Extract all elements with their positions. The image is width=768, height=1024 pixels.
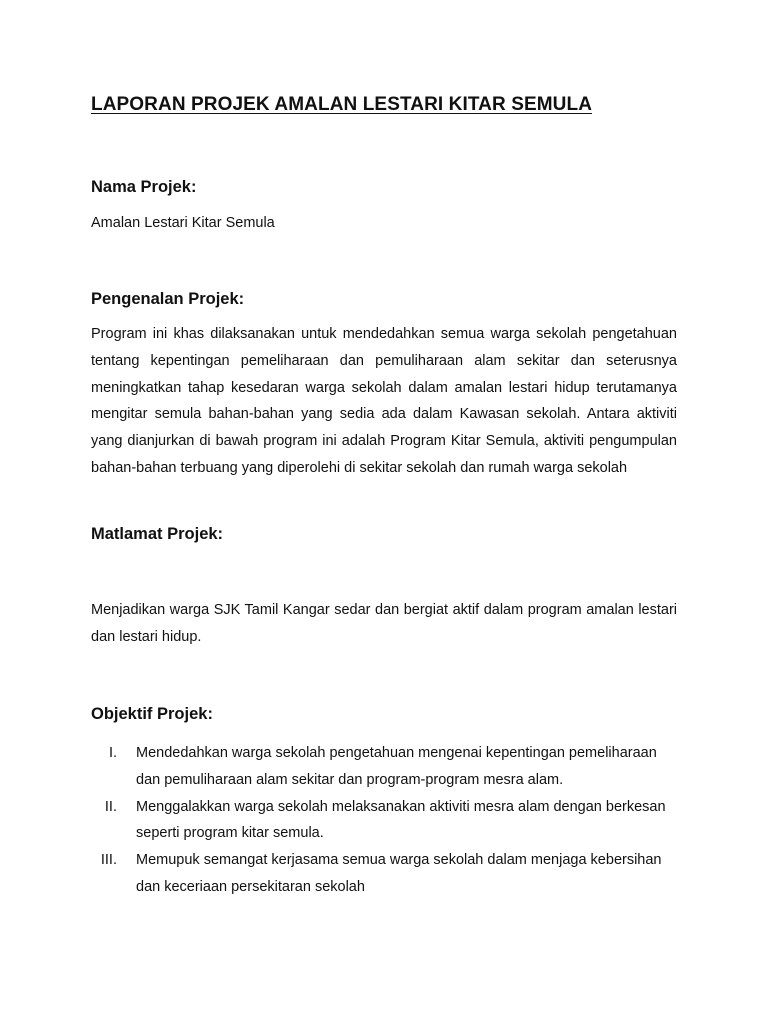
document-title: LAPORAN PROJEK AMALAN LESTARI KITAR SEMULA (91, 94, 593, 115)
nama-projek-value: Amalan Lestari Kitar Semula (91, 215, 275, 231)
objektif-heading: Objektif Projek: (91, 705, 213, 723)
matlamat-heading: Matlamat Projek: (91, 525, 224, 543)
objektif-item (91, 794, 681, 848)
objektif-item-number: III. (100, 852, 117, 869)
objektif-item-number: I. (108, 745, 117, 761)
objektif-list (91, 740, 681, 901)
matlamat-body: Menjadikan warga SJK Tamil Kangar sedar dan bergiat aktif dalam program amalan lestari dan lestari hidup. (91, 602, 677, 645)
objektif-item-text: Mendedahkan warga sekolah pengetahuan mengenai kepentingan pemeliharaan dan pemuliharaan alam sekitar dan program-program mesra alam. (136, 745, 657, 788)
objektif-item (91, 847, 681, 901)
objektif-item-text: Menggalakkan warga sekolah melaksanakan aktiviti mesra alam dengan berkesan seperti program kitar semula. (136, 798, 666, 842)
nama-projek-heading: Nama Projek: (91, 178, 197, 196)
pengenalan-heading: Pengenalan Projek: (91, 290, 245, 308)
pengenalan-body: Program ini khas dilaksanakan untuk mendedahkan semua warga sekolah pengetahuan tentang kepentingan pemeliharaan dan pemuliharaan alam sekitar dan seterusnya meningkatkan tahap kesedaran warga sekolah dalam amalan lestari hidup terutamanya mengitar semula bahan-bahan yang sedia ada dalam Kawasan sekolah. Antara aktiviti yang dianjurkan di bawah program ini adalah Program Kitar Semula, aktiviti pengumpulan bahan-bahan terbuang yang diperolehi di sekitar sekolah dan rumah warga sekolah (91, 326, 677, 476)
objektif-item (91, 740, 681, 794)
objektif-item-number: II. (104, 798, 117, 815)
objektif-item-text: Memupuk semangat kerjasama semua warga sekolah dalam menjaga kebersihan dan keceriaan persekitaran sekolah (136, 852, 662, 895)
